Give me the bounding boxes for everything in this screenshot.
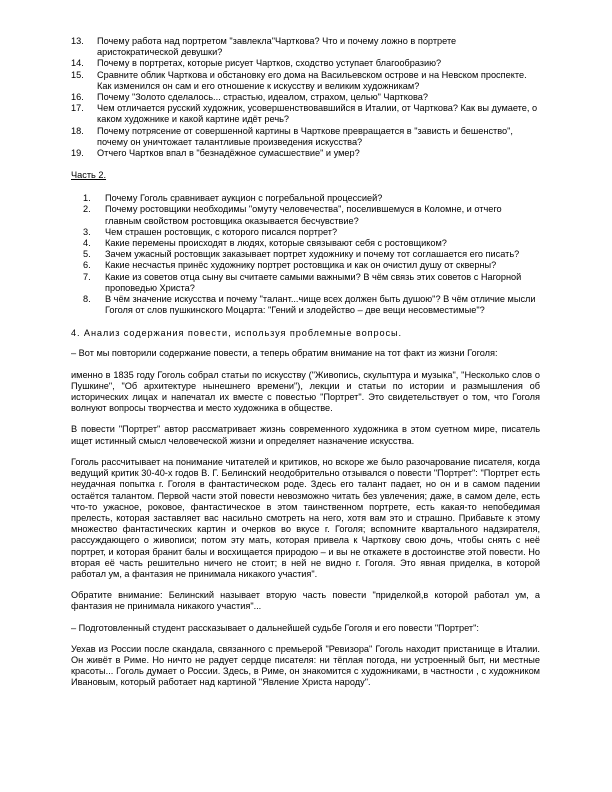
item-text: Отчего Чартков впал в "безнадёжное сумасшествие" и умер? <box>97 148 360 159</box>
item-text: Почему потрясение от совершенной картины в Чарткове превращается в "зависть и бешенство", почему он уничтожает талантливые произведения искусства? <box>97 125 513 147</box>
list-item <box>71 272 540 294</box>
list-item <box>71 294 540 316</box>
list-item <box>71 70 540 92</box>
paragraph: именно в 1835 году Гоголь собрал статьи по искусству ("Живопись, скульптура и музыка", "Несколько слов о Пушкине", "Об архитектуре нынешнего времени"), лекции и статьи по истории и размышления об исторических лицах и напечатал их вместе с повестью "Портрет". Это свидетельствует о том, что Гоголя волнуют вопросы творчества и место художника в обществе. <box>71 369 540 414</box>
item-number: 6. <box>83 260 91 271</box>
list-item <box>71 103 540 125</box>
item-number: 7. <box>83 271 91 282</box>
list-item <box>71 193 540 204</box>
item-text: Почему работа над портретом "завлекла"Чарткова? Что и почему ложно в портрете аристократической девушки? <box>97 36 457 58</box>
paragraph: – Подготовленный студент рассказывает о дальнейшей судьбе Гоголя и его повести "Портрет": <box>71 622 479 633</box>
item-number: 15. <box>71 69 84 80</box>
item-text: Почему "Золото сделалось... страстью, идеалом, страхом, целью" Чарткова? <box>97 92 428 103</box>
list-item <box>71 148 540 159</box>
questions-part1-list <box>71 36 540 159</box>
item-text: Зачем ужасный ростовщик заказывает портрет художнику и почему тот соглашается его писать? <box>105 249 520 260</box>
item-text: Почему Гоголь сравнивает аукцион с погребальной процессией? <box>105 193 383 204</box>
list-item <box>71 126 540 148</box>
item-text: Чем страшен ростовщик, с которого писался портрет? <box>105 226 338 237</box>
item-number: 8. <box>83 294 91 305</box>
paragraph: В повести "Портрет" автор рассматривает жизнь современного художника в этом суетном мире, писатель ищет истинный смысл человеческой жизни и определяет назначение искусства. <box>71 424 540 446</box>
part2-heading: Часть 2. <box>71 170 107 181</box>
paragraph: – Вот мы повторили содержание повести, а теперь обратим внимание на тот факт из жизни Гоголя: <box>71 348 498 359</box>
item-number: 17. <box>71 103 84 114</box>
item-text: Сравните облик Чарткова и обстановку его дома на Васильевском острове и на Невском проспекте. Как изменился он сам и его отношение к искусству и великим художникам? <box>97 69 527 91</box>
item-number: 19. <box>71 148 84 159</box>
item-text: Почему в портретах, которые рисует Чартков, сходство уступает благообразию? <box>97 58 442 69</box>
item-number: 14. <box>71 58 84 69</box>
item-text: Чем отличается русский художник, усовершенствовавшийся в Италии, от Чарткова? Как вы думаете, о каком художнике и какой картине идёт речь? <box>97 103 538 125</box>
list-item <box>71 227 540 238</box>
item-number: 13. <box>71 36 84 46</box>
paragraph: Уехав из России после скандала, связанного с премьерой "Ревизора" Гоголь находит пристанище в Италии. Он живёт в Риме. Но ничто не радует сердце писателя: ни тёплая погода, ни устроенный быт, ни местные красоты... Гоголь думает о России. Здесь, в Риме, он знакомится с художниками, в частности , с художником Ивановым, который работает над картиной "Явление Христа народу". <box>71 643 540 688</box>
item-number: 5. <box>83 249 91 260</box>
paragraph: Гоголь рассчитывает на понимание читателей и критиков, но вскоре же было разочарование писателя, когда ведущий критик 30-40-х годов В. Г. Белинский неодобрительно отзывался о повести "Портрет": "Портрет есть неудачная попытка г. Гоголя в фантастическом роде. Здесь его талант падает, но он и в самом падении остаётся талантом. Первой части этой повести невозможно читать без увлечения; даже, в самом деле, есть что-то ужасное, роковое, фантастическое в этом таинственном портрете, есть какая-то непобедимая прелесть, которая заставляет вас насильно смотреть на него, хотя вам это и страшно. Прибавьте к этому множество фантастических картин и очерков во вкусе г. Гоголя; вспомните квартального надзирателя, рассуждающего о живописи; потом эту мать, которая привела к Чарткову свою дочь, чтобы снять с неё портрет, и которая бранит балы и восхищается природою – и вы не откажете в достоинстве этой повести. Но вторая её часть решительно ничего не стоит; в ней не видно г. Гоголя. Это явная приделка, в которой работал ум, а фантазия не принимала никакого участия". <box>71 456 540 579</box>
item-text: Какие перемены происходят в людях, которые связывают себя с ростовщиком? <box>105 238 447 249</box>
section-title: 4. Анализ содержания повести, используя проблемные вопросы. <box>71 328 402 339</box>
item-number: 16. <box>71 92 84 103</box>
item-number: 3. <box>83 226 91 237</box>
item-text: Какие из советов отца сыну вы считаете самыми важными? В чём связь этих советов с Нагорной проповедью Христа? <box>105 271 522 293</box>
paragraph: Обратите внимание: Белинский называет вторую часть повести "приделкой,в которой работал ум, а фантазия не принимала никакого участия"... <box>71 590 540 612</box>
list-item <box>71 36 540 58</box>
item-number: 2. <box>83 204 91 215</box>
list-item <box>71 249 540 260</box>
list-item <box>71 238 540 249</box>
item-number: 4. <box>83 238 91 249</box>
list-item <box>71 92 540 103</box>
list-item <box>71 260 540 271</box>
item-text: В чём значение искусства и почему "талант...чище всех должен быть душою"? В чём отличие мысли Гоголя от слов пушкинского Моцарта: "Гений и злодейство – две вещи несовместимые"? <box>105 294 536 316</box>
item-number: 18. <box>71 125 84 136</box>
list-item <box>71 58 540 69</box>
item-text: Какие несчастья принёс художнику портрет ростовщика и как он очистил душу от скверны? <box>105 260 497 271</box>
questions-part2-list <box>71 193 540 316</box>
item-text: Почему ростовщики необходимы "омуту человечества", поселившемуся в Коломне, и отчего главным свойством ростовщика оказывается бесчувствие? <box>105 204 502 226</box>
item-number: 1. <box>83 193 91 204</box>
list-item <box>71 204 540 226</box>
